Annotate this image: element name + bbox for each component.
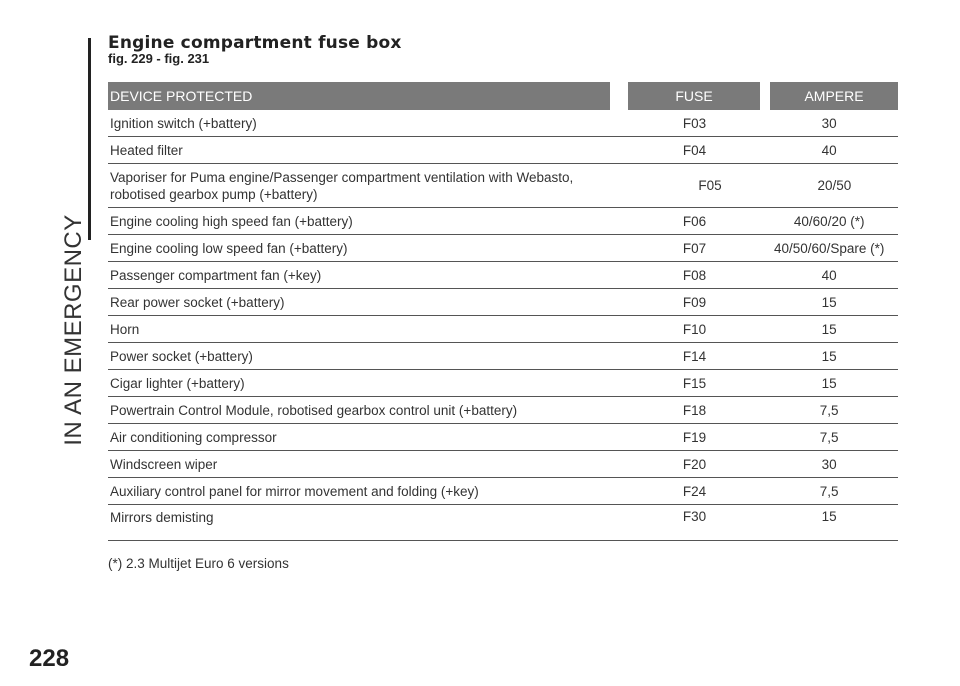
fuse-cell: F10 [682, 321, 707, 337]
figure-reference: fig. 229 - fig. 231 [108, 51, 210, 66]
table-row [108, 505, 898, 541]
table-row [108, 397, 898, 424]
fuse-cell: F20 [682, 456, 707, 472]
page-number: 228 [29, 645, 70, 672]
device-cell: Engine cooling low speed fan (+battery) [110, 240, 348, 256]
ampere-cell: 30 [821, 456, 837, 472]
header-device-protected: DEVICE PROTECTED [108, 82, 610, 110]
header-ampere: AMPERE [770, 82, 898, 110]
page-title: Engine compartment fuse box [108, 33, 402, 53]
ampere-cell: 15 [821, 348, 837, 364]
ampere-cell: 15 [821, 509, 837, 524]
table-body [108, 110, 898, 541]
device-cell: Windscreen wiper [110, 456, 218, 472]
table-row [108, 316, 898, 343]
ampere-cell: 30 [821, 115, 837, 131]
table-row [108, 164, 898, 208]
table-row [108, 370, 898, 397]
device-cell: Ignition switch (+battery) [110, 115, 257, 131]
fuse-cell: F15 [682, 375, 707, 391]
ampere-cell: 20/50 [817, 178, 852, 193]
fuse-cell: F18 [682, 402, 707, 418]
ampere-cell: 7,5 [819, 483, 839, 499]
device-cell: Auxiliary control panel for mirror movement and folding (+key) [110, 483, 479, 499]
fuse-cell: F14 [682, 348, 707, 364]
section-side-label-text: IN AN EMERGENCY [60, 214, 87, 446]
table-row [108, 451, 898, 478]
ampere-cell: 15 [821, 321, 837, 337]
fuse-table [108, 82, 898, 541]
device-cell: Rear power socket (+battery) [110, 294, 285, 310]
ampere-cell: 7,5 [819, 402, 839, 418]
ampere-cell: 40 [821, 267, 837, 283]
fuse-cell: F07 [682, 240, 707, 256]
device-cell: Cigar lighter (+battery) [110, 375, 245, 391]
fuse-cell: F03 [682, 115, 707, 131]
fuse-cell: F09 [682, 294, 707, 310]
table-row [108, 137, 898, 164]
fuse-cell: F30 [682, 509, 707, 524]
footnote: (*) 2.3 Multijet Euro 6 versions [108, 556, 289, 571]
header-fuse: FUSE [628, 82, 760, 110]
device-cell: Mirrors demisting [110, 510, 214, 525]
ampere-cell: 15 [821, 294, 837, 310]
table-row [108, 343, 898, 370]
section-divider [88, 38, 91, 240]
table-row [108, 478, 898, 505]
table-row [108, 262, 898, 289]
ampere-cell: 40/60/20 (*) [793, 213, 865, 229]
device-cell: Passenger compartment fan (+key) [110, 267, 322, 283]
ampere-cell: 7,5 [819, 429, 839, 445]
fuse-cell: F04 [682, 142, 707, 158]
device-cell: Powertrain Control Module, robotised gearbox control unit (+battery) [110, 402, 518, 418]
ampere-cell: 40/50/60/Spare (*) [774, 240, 885, 256]
table-row [108, 289, 898, 316]
fuse-cell: F19 [682, 429, 707, 445]
fuse-cell: F06 [682, 213, 707, 229]
ampere-cell: 40 [821, 142, 837, 158]
table-row [108, 110, 898, 137]
fuse-cell: F08 [682, 267, 707, 283]
table-header [108, 82, 898, 110]
ampere-cell: 15 [821, 375, 837, 391]
fuse-cell: F24 [682, 483, 707, 499]
device-cell: Vaporiser for Puma engine/Passenger compartment ventilation with Webasto, robotised gearbox pump (+battery) [110, 169, 574, 202]
device-cell: Air conditioning compressor [110, 429, 277, 445]
table-row [108, 424, 898, 451]
table-row [108, 208, 898, 235]
table-row [108, 235, 898, 262]
device-cell: Heated filter [110, 142, 183, 158]
device-cell: Engine cooling high speed fan (+battery) [110, 213, 353, 229]
device-cell: Power socket (+battery) [110, 348, 253, 364]
device-cell: Horn [110, 321, 140, 337]
fuse-cell: F05 [698, 178, 722, 193]
